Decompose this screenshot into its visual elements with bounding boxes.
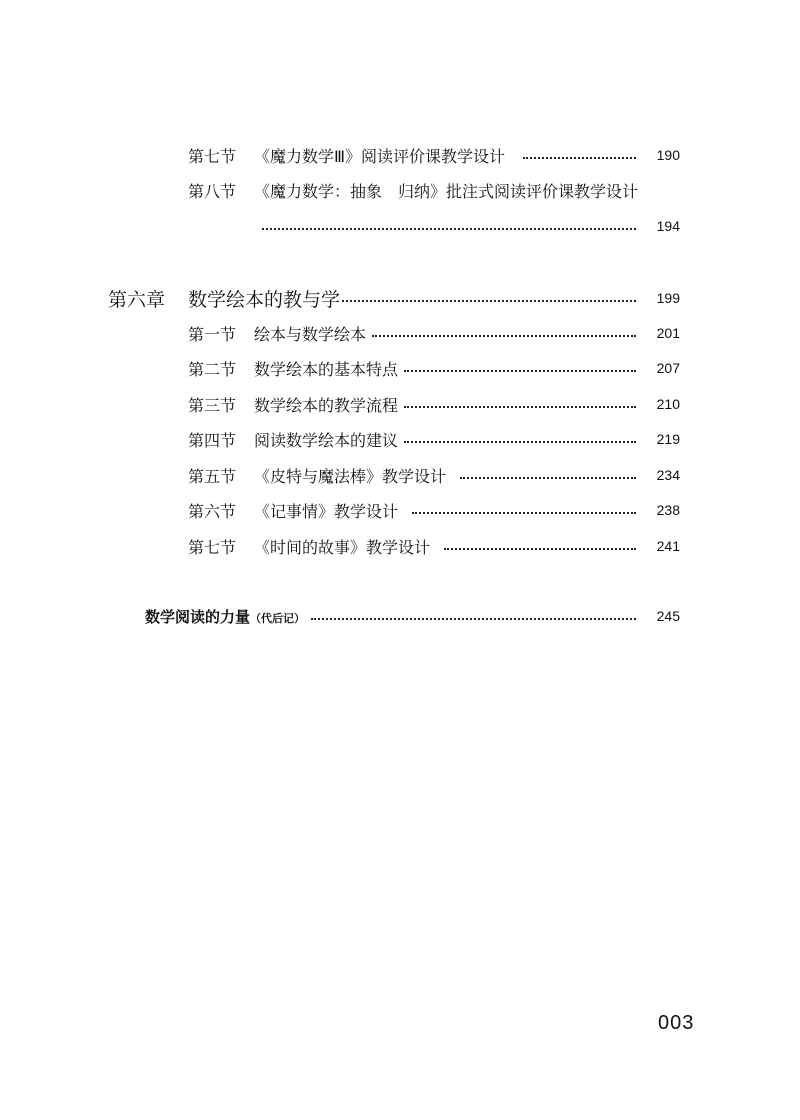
page-ref: 207	[656, 360, 680, 376]
section-number: 第六节	[188, 501, 237, 521]
page-ref: 190	[656, 147, 680, 163]
toc-chapter[interactable]	[108, 287, 680, 309]
section-title: 《魔力数学Ⅲ》阅读评价课教学设计	[254, 146, 506, 166]
afterword-title: 数学阅读的力量	[145, 607, 251, 626]
section-title: 《时间的故事》教学设计	[254, 537, 431, 557]
page-ref: 194	[656, 218, 680, 234]
toc-entry[interactable]	[188, 464, 680, 486]
toc-entry[interactable]	[188, 393, 680, 415]
leader-dots	[372, 335, 636, 337]
leader-dots	[262, 228, 636, 230]
section-title: 数学绘本的教学流程	[254, 395, 399, 415]
toc-entry[interactable]	[188, 322, 680, 344]
section-title: 《记事情》教学设计	[254, 501, 399, 521]
leader-dots	[404, 370, 636, 372]
toc-entry-continuation	[262, 215, 680, 237]
section-number: 第四节	[188, 430, 237, 450]
leader-dots	[412, 512, 636, 514]
toc-entry[interactable]	[188, 499, 680, 521]
page-ref: 234	[656, 467, 680, 483]
toc-entry[interactable]	[188, 179, 680, 201]
leader-dots	[342, 300, 636, 302]
section-number: 第七节	[188, 146, 237, 166]
leader-dots	[404, 441, 636, 443]
section-title: 《魔力数学：抽象 归纳》批注式阅读评价课教学设计	[254, 181, 639, 201]
toc-afterword[interactable]	[145, 605, 680, 627]
page-ref: 219	[656, 431, 680, 447]
page-ref: 241	[656, 538, 680, 554]
section-title: 绘本与数学绘本	[254, 324, 367, 344]
page-ref: 199	[656, 290, 680, 306]
leader-dots	[460, 477, 636, 479]
page-ref: 201	[656, 325, 680, 341]
toc-entry[interactable]	[188, 144, 680, 166]
section-number: 第一节	[188, 324, 237, 344]
section-title: 数学绘本的基本特点	[254, 359, 399, 379]
page-number: 003	[658, 1012, 695, 1034]
chapter-number: 第六章	[108, 288, 166, 311]
leader-dots	[444, 548, 636, 550]
leader-dots	[523, 157, 636, 159]
leader-dots	[311, 618, 636, 620]
chapter-title: 数学绘本的教与学	[188, 288, 341, 311]
section-number: 第三节	[188, 395, 237, 415]
section-number: 第八节	[188, 181, 237, 201]
toc-entry[interactable]	[188, 357, 680, 379]
section-title: 阅读数学绘本的建议	[254, 430, 399, 450]
afterword-note: （代后记）	[250, 611, 306, 625]
section-title: 《皮特与魔法棒》教学设计	[254, 466, 447, 486]
leader-dots	[404, 406, 636, 408]
page-ref: 210	[656, 396, 680, 412]
section-number: 第二节	[188, 359, 237, 379]
page-ref: 238	[656, 502, 680, 518]
section-number: 第五节	[188, 466, 237, 486]
toc-entry[interactable]	[188, 535, 680, 557]
toc-entry[interactable]	[188, 428, 680, 450]
section-number: 第七节	[188, 537, 237, 557]
page-ref: 245	[656, 608, 680, 624]
